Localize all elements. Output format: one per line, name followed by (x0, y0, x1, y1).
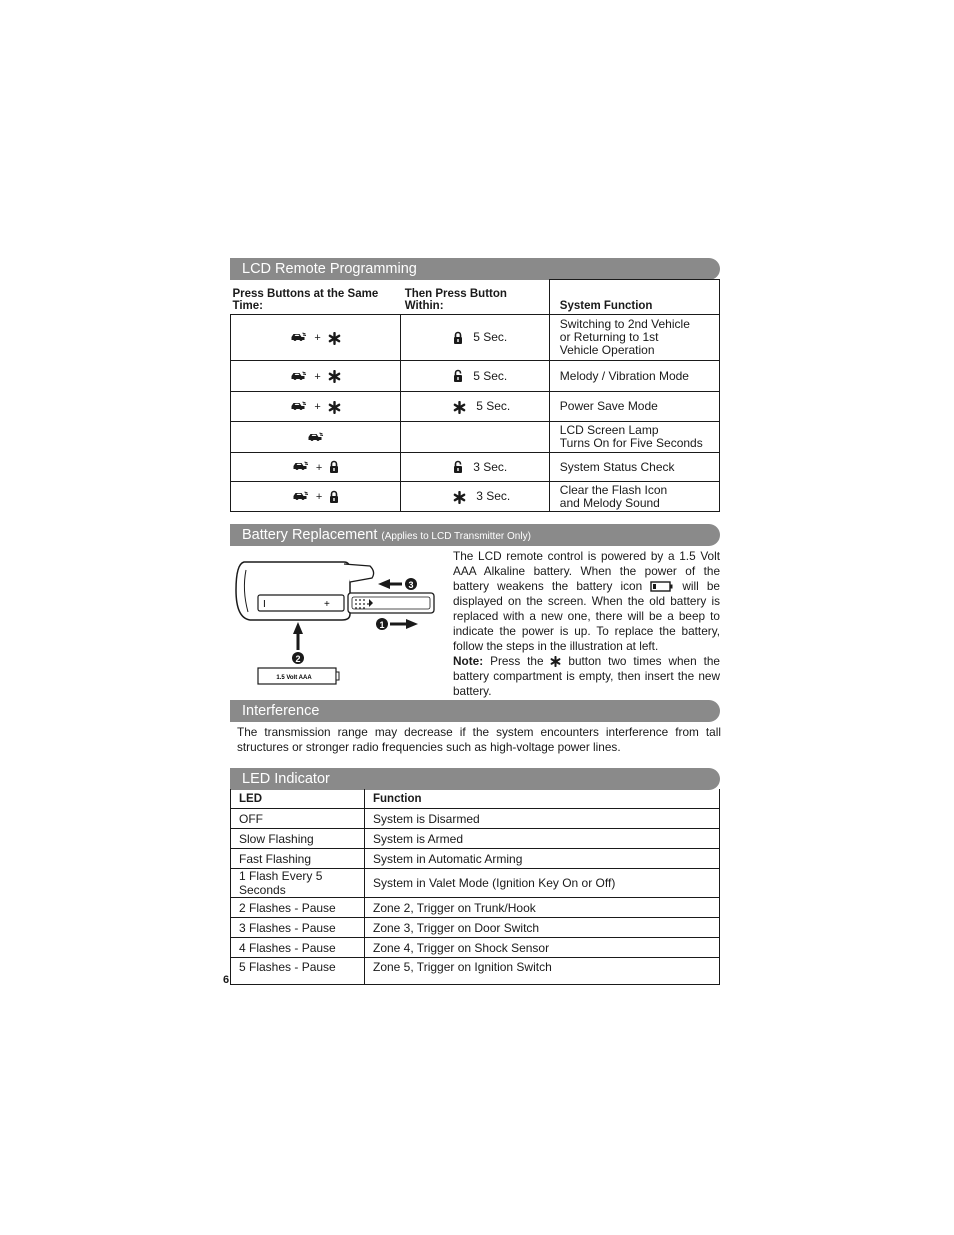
table-row (231, 422, 720, 453)
battery-icon (650, 581, 674, 592)
system-function (549, 361, 719, 392)
then-press (401, 315, 550, 361)
table-row (231, 898, 720, 918)
function-line: Turns On for Five Seconds (559, 436, 703, 450)
table-row (231, 482, 720, 512)
star-icon (328, 370, 341, 383)
battery-text: will be displayed on the screen. When the old battery is replaced with a new one, there will be a beep to indicate the power is up. To replace the battery, follow the steps in the illustration at left. (453, 579, 720, 653)
led-state: 2 Flashes - Pause (231, 898, 365, 918)
lock-icon (453, 331, 463, 345)
led-state: Fast Flashing (231, 849, 365, 869)
note-label: Note: (453, 654, 484, 668)
led-function: System in Valet Mode (Ignition Key On or Off) (365, 869, 720, 898)
button-combo (231, 422, 401, 453)
unlock-icon (453, 460, 463, 474)
section-header-programming (230, 258, 720, 280)
step-number: 3 (408, 580, 414, 590)
note-text: Press the (490, 654, 544, 668)
column-header: LED (231, 789, 365, 809)
function-line: Power Save Mode (559, 399, 658, 413)
column-header: Function (365, 789, 720, 809)
lock-icon (329, 490, 339, 504)
table-row (231, 958, 720, 985)
function-line: System Status Check (559, 459, 675, 474)
table-row (231, 453, 720, 482)
unlock-icon (453, 369, 463, 383)
button-combo (231, 482, 401, 512)
car-icon (290, 401, 307, 413)
star-icon (328, 401, 341, 414)
button-combo (231, 315, 401, 361)
star-icon (453, 491, 466, 504)
function-line: Switching to 2nd Vehicle (559, 317, 690, 331)
plus-sign: + (314, 332, 321, 345)
then-press (401, 453, 550, 482)
minus-mark: I (263, 599, 266, 610)
system-function (549, 453, 719, 482)
step-number: 2 (295, 654, 301, 664)
led-function: System in Automatic Arming (365, 849, 720, 869)
table-row (231, 829, 720, 849)
section-title: Interference (242, 703, 320, 719)
car-icon (290, 371, 307, 383)
battery-description (453, 549, 720, 699)
section-title: LCD Remote Programming (242, 261, 417, 277)
battery-text: The LCD remote control is powered by a 1.5 Volt AAA Alkaline battery. When the power of the battery weakens the battery icon (453, 549, 720, 593)
column-header: System Function (549, 280, 719, 315)
button-combo (231, 392, 401, 422)
star-icon (550, 656, 561, 667)
then-press (401, 422, 550, 453)
plus-sign: + (315, 491, 323, 504)
led-state: Slow Flashing (231, 829, 365, 849)
programming-table (230, 279, 720, 512)
star-icon (328, 332, 341, 345)
led-function: System is Disarmed (365, 809, 720, 829)
interference-text: The transmission range may decrease if the system encounters interference from tall structures or stronger radio frequencies such as high-voltage power lines. (237, 725, 721, 754)
table-row (231, 361, 720, 392)
step-number: 1 (379, 620, 385, 630)
time-value: 5 Sec. (473, 368, 508, 383)
led-state: 5 Flashes - Pause (231, 958, 365, 985)
plus-sign: + (315, 461, 323, 474)
button-combo (231, 361, 401, 392)
table-row (231, 392, 720, 422)
table-header-row (231, 789, 720, 809)
time-value: 3 Sec. (476, 489, 511, 504)
led-function: System is Armed (365, 829, 720, 849)
led-function: Zone 3, Trigger on Door Switch (365, 918, 720, 938)
battery-label: 1.5 Volt AAA (276, 675, 312, 681)
column-header: Then Press Button Within: (401, 280, 550, 315)
plus-sign: + (314, 401, 321, 414)
plus-mark: + (324, 599, 330, 610)
car-icon (307, 432, 324, 444)
then-press (401, 361, 550, 392)
then-press (401, 482, 550, 512)
led-function: Zone 2, Trigger on Trunk/Hook (365, 898, 720, 918)
then-press (401, 392, 550, 422)
led-function: Zone 5, Trigger on Ignition Switch (365, 958, 720, 985)
table-row (231, 918, 720, 938)
table-row (231, 809, 720, 829)
led-table (230, 789, 720, 985)
led-state: 4 Flashes - Pause (231, 938, 365, 958)
table-row (231, 938, 720, 958)
function-line: Clear the Flash Icon (559, 482, 668, 497)
table-row (231, 315, 720, 361)
table-row (231, 869, 720, 898)
table-row (231, 849, 720, 869)
function-line: and Melody Sound (559, 495, 660, 510)
system-function (549, 392, 719, 422)
time-value: 5 Sec. (476, 399, 511, 414)
star-icon (453, 401, 466, 414)
column-header: Press Buttons at the Same Time: (231, 280, 401, 315)
time-value: 5 Sec. (473, 330, 508, 345)
led-function: Zone 4, Trigger on Shock Sensor (365, 938, 720, 958)
function-line: Vehicle Operation (559, 343, 655, 357)
car-icon (290, 332, 307, 344)
plus-sign: + (314, 370, 321, 383)
note-text: button two times when the battery compartment is empty, then insert the new battery. (453, 654, 720, 698)
car-icon (292, 461, 309, 473)
lock-icon (329, 460, 339, 474)
led-state: 3 Flashes - Pause (231, 918, 365, 938)
led-state: 1 Flash Every 5 Seconds (231, 869, 365, 898)
system-function (549, 315, 719, 361)
function-line: LCD Screen Lamp (559, 423, 659, 437)
section-subtitle: (Applies to LCD Transmitter Only) (381, 531, 531, 542)
time-value: 3 Sec. (473, 459, 508, 474)
section-header-battery (230, 524, 720, 546)
table-header-row (231, 280, 720, 315)
section-title: Battery Replacement (242, 527, 378, 543)
led-state: OFF (231, 809, 365, 829)
function-line: Melody / Vibration Mode (559, 368, 689, 383)
function-line: or Returning to 1st (559, 330, 659, 344)
battery-illustration (232, 552, 444, 688)
section-header-interference (230, 700, 720, 722)
section-header-led (230, 768, 720, 790)
car-icon (292, 491, 309, 503)
system-function (549, 422, 719, 453)
section-title: LED Indicator (242, 771, 330, 787)
page-number: 6 (223, 974, 230, 986)
button-combo (231, 453, 401, 482)
system-function (549, 482, 719, 512)
